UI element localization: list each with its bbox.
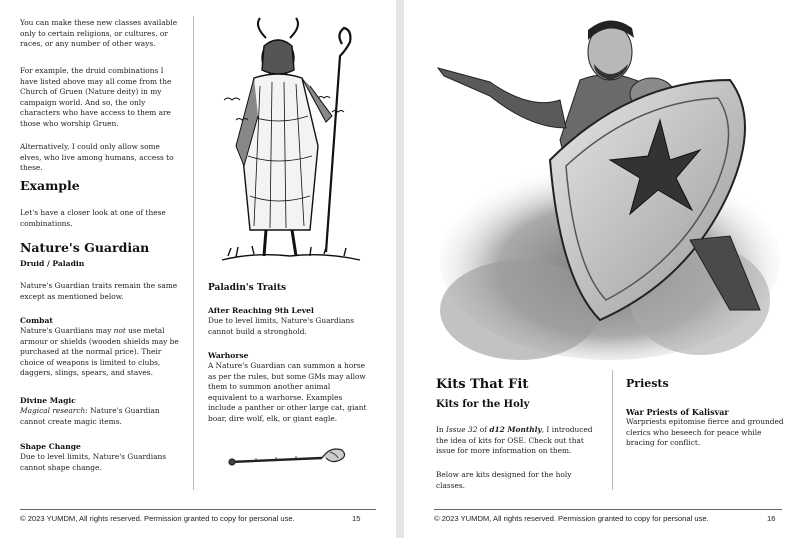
footer-copyright: © 2023 YUMDM, All rights reserved. Permission granted to copy for personal use. (434, 514, 709, 523)
intro-paragraph-2: For example, the druid combinations I have listed above may all come from the Church of Gruen (Nature deity) in my campaign world. And so, the only characters who have access to them are those who worship Gruen. (20, 66, 172, 128)
column-divider (612, 370, 613, 490)
page-15 (0, 0, 396, 538)
ninth-level-block (208, 306, 370, 337)
druid-illustration (214, 16, 366, 270)
kits-text-part-1: In (436, 425, 447, 434)
page-number: 16 (767, 514, 776, 523)
intro-block-2 (20, 66, 182, 130)
kits-subheading: Kits for the Holy (436, 399, 530, 410)
footer-copyright: © 2023 YUMDM, All rights reserved. Permission granted to copy for personal use. (20, 514, 295, 523)
intro-paragraph-3: Alternatively, I could only allow some elves, who live among humans, access to these. (20, 142, 174, 173)
combat-text-part-2: use metal armour or shields (wooden shields may be purchased at the normal price). Their choice of weapons is limited to clubs, daggers, slings, spears, and staves. (20, 326, 179, 378)
combat-text-emphasis: not (113, 326, 126, 335)
example-block (20, 179, 182, 193)
footer-rule (20, 509, 376, 510)
divine-magic-heading: Divine Magic (20, 396, 76, 405)
kits-heading: Kits That Fit (436, 377, 529, 392)
page-number: 15 (352, 514, 361, 523)
kits-text-2: Below are kits designed for the holy classes. (436, 470, 572, 490)
guardian-heading: Nature's Guardian (20, 240, 150, 255)
example-text: Let's have a closer look at one of these combinations. (20, 208, 166, 228)
intro-paragraph-1: You can make these new classes available only to certain religions, or cultures, or races, or any number of other ways. (20, 18, 178, 49)
war-priests-block (626, 407, 784, 449)
knight-illustration (430, 10, 780, 362)
intro-block-3 (20, 142, 182, 174)
kits-block (436, 377, 604, 412)
shape-change-text: Due to level limits, Nature's Guardians cannot shape change. (20, 452, 167, 472)
warhorse-text: A Nature's Guardian can summon a horse as per the rules, but some GMs may allow them to summon another animal equivalent to a warhorse. Examples include a panther or other large cat, giant boar, dire wolf, elk, or giant eagle. (208, 361, 367, 423)
guardian-block (20, 241, 182, 269)
kits-text (436, 425, 602, 457)
kits-issue: Issue 32 (446, 425, 478, 434)
footer-rule (434, 509, 782, 510)
ninth-level-text: Due to level limits, Nature's Guardians cannot build a stronghold. (208, 316, 355, 336)
priests-heading: Priests (626, 377, 669, 390)
kits-text-part-2: of (477, 425, 490, 434)
war-priests-heading: War Priests of Kalisvar (626, 407, 729, 417)
kits-text-block-2 (436, 470, 602, 491)
page-16 (404, 0, 800, 538)
kits-magazine: d12 Monthly (489, 425, 542, 434)
warhorse-heading: Warhorse (208, 351, 249, 360)
example-text-block (20, 208, 182, 229)
divine-magic-text-part: Nature's Guardian cannot create magic items. (20, 406, 160, 426)
wand-illustration (226, 444, 350, 472)
warhorse-block (208, 351, 370, 425)
combat-heading: Combat (20, 316, 53, 325)
guardian-text-block (20, 281, 182, 302)
paladin-traits-heading: Paladin's Traits (208, 283, 287, 293)
left-column (20, 18, 182, 50)
guardian-subheading: Druid / Paladin (20, 259, 85, 268)
column-divider (193, 16, 194, 490)
shape-change-block (20, 442, 182, 473)
paladin-traits-block (208, 283, 376, 294)
divine-magic-block (20, 396, 182, 427)
war-priests-text: Warpriests epitomise fierce and grounded clerics who beseech for peace while bracing for conflict. (626, 417, 784, 448)
kits-text-part-3: , I introduced the idea of kits for OSE. Check out that issue for more information on them. (436, 425, 593, 456)
kits-text-block (436, 425, 602, 457)
combat-text (20, 326, 182, 379)
divine-magic-emphasis: Magical research: (20, 406, 88, 415)
example-heading: Example (20, 178, 80, 193)
divine-magic-text (20, 406, 182, 427)
ninth-level-heading: After Reaching 9th Level (208, 306, 314, 315)
page-gutter (396, 0, 404, 538)
combat-text-part-1: Nature's Guardians may (20, 326, 114, 335)
guardian-text: Nature's Guardian traits remain the same except as mentioned below. (20, 281, 178, 301)
combat-block (20, 316, 182, 379)
priests-block (626, 377, 786, 391)
shape-change-heading: Shape Change (20, 442, 81, 451)
